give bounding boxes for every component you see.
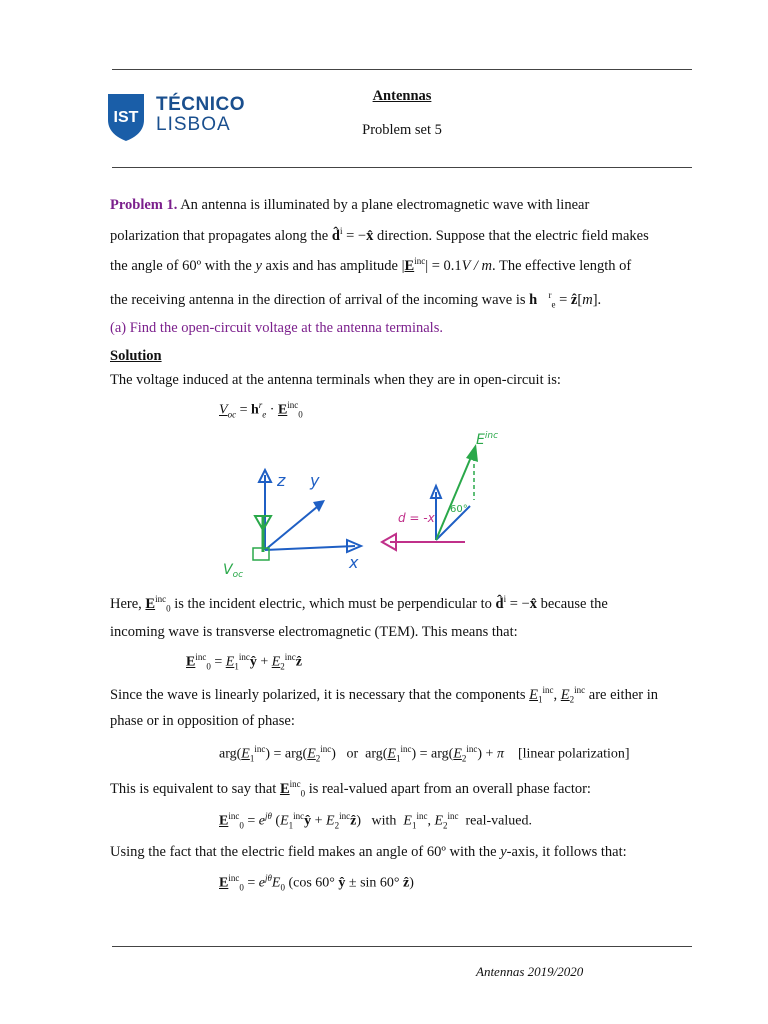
svg-text:IST: IST <box>113 109 139 126</box>
document-subtitle: Problem set 5 <box>362 122 442 138</box>
solution-p6: This is equivalent to say that $E^{inc}_0$ is real-valued apart from an overall phase factor: <box>110 779 591 799</box>
eq-e0-components: $E^{inc}_0$ = $E_1^{inc}ŷ$ + $E_2^{inc}ẑ$ <box>186 652 302 672</box>
footer-rule <box>112 946 692 947</box>
eq-voc: $V_{oc} = h^r_e \cdot E^{inc}_0$ <box>219 400 303 420</box>
angle-label: 60° <box>450 504 468 515</box>
solution-heading: Solution <box>110 348 162 364</box>
problem-label: Problem 1. <box>110 197 178 213</box>
eq-e0-angle: $E^{inc}_0 = e^{j\theta}E_0$ (cos 60° ŷ ± sin 60° ẑ) <box>219 873 414 893</box>
y-axis-arrow-icon <box>313 500 325 512</box>
part-a-question: (a) Find the open-circuit voltage at the antenna terminals. <box>110 320 443 336</box>
d-direction-label: d = -x <box>398 511 435 525</box>
problem-line-1 <box>110 197 695 214</box>
problem-line-4: the receiving antenna in the direction of arrival of the incoming wave is h⃗$^r_e$ = ẑ[m]. <box>110 290 602 310</box>
z-axis-label: z <box>277 471 286 490</box>
solution-p7: Using the fact that the electric field makes an angle of 60º with the y-axis, it follows that: <box>110 844 627 860</box>
logo-line2: LISBOA <box>156 114 231 135</box>
top-rule <box>112 69 692 70</box>
solution-p2: Here, $E^{inc}_0$ is the incident electric, which must be perpendicular to d̂$^i$ = −x̂ because the <box>110 594 608 614</box>
eq-e0-phase: $E^{inc}_0 = e^{j\theta}$ ($E_1^{inc}ŷ$ + $E_2^{inc}ẑ$) with $E_1^{inc}$, $E_2^{inc}$ real-valued. <box>219 811 532 831</box>
document-title: Antennas <box>372 88 432 104</box>
problem-line-2: polarization that propagates along the d̂$^i$ = −x̂ direction. Suppose that the electric field makes <box>110 226 649 244</box>
x-axis-label: x <box>349 553 359 572</box>
x-axis-line <box>265 546 355 550</box>
voc-label: $V_{oc}$ <box>223 562 244 580</box>
problem-line-3: the angle of 60º with the y axis and has amplitude $|E^{inc}| = 0.1V / m$. The effective length of <box>110 256 632 274</box>
solution-p4: Since the wave is linearly polarized, it is necessary that the components $E_1^{inc}$, $E_2^{inc}$ are either in <box>110 685 659 705</box>
einc-vector <box>436 450 474 540</box>
header-rule <box>112 167 692 168</box>
solution-p1: The voltage induced at the antenna terminals when they are in open-circuit is: <box>110 372 561 388</box>
y-axis-label: y <box>310 471 320 490</box>
antenna-sketch-right <box>370 430 520 560</box>
eq-phase-condition: $arg(E_1^{inc}) = arg(E_2^{inc})$ or $arg(E_1^{inc}) = arg(E_2^{inc}) + \pi$ [linear polarization] <box>219 744 630 764</box>
einc-label: $E^{inc}$ <box>476 431 499 448</box>
problem-text-1: An antenna is illuminated by a plane electromagnetic wave with linear <box>177 197 590 213</box>
y-axis-line <box>265 502 323 550</box>
solution-p3: incoming wave is transverse electromagnetic (TEM). This means that: <box>110 624 518 640</box>
solution-p5: phase or in opposition of phase: <box>110 713 295 729</box>
footer-text: Antennas 2019/2020 <box>476 964 584 979</box>
logo-line1: TÉCNICO <box>156 94 245 115</box>
